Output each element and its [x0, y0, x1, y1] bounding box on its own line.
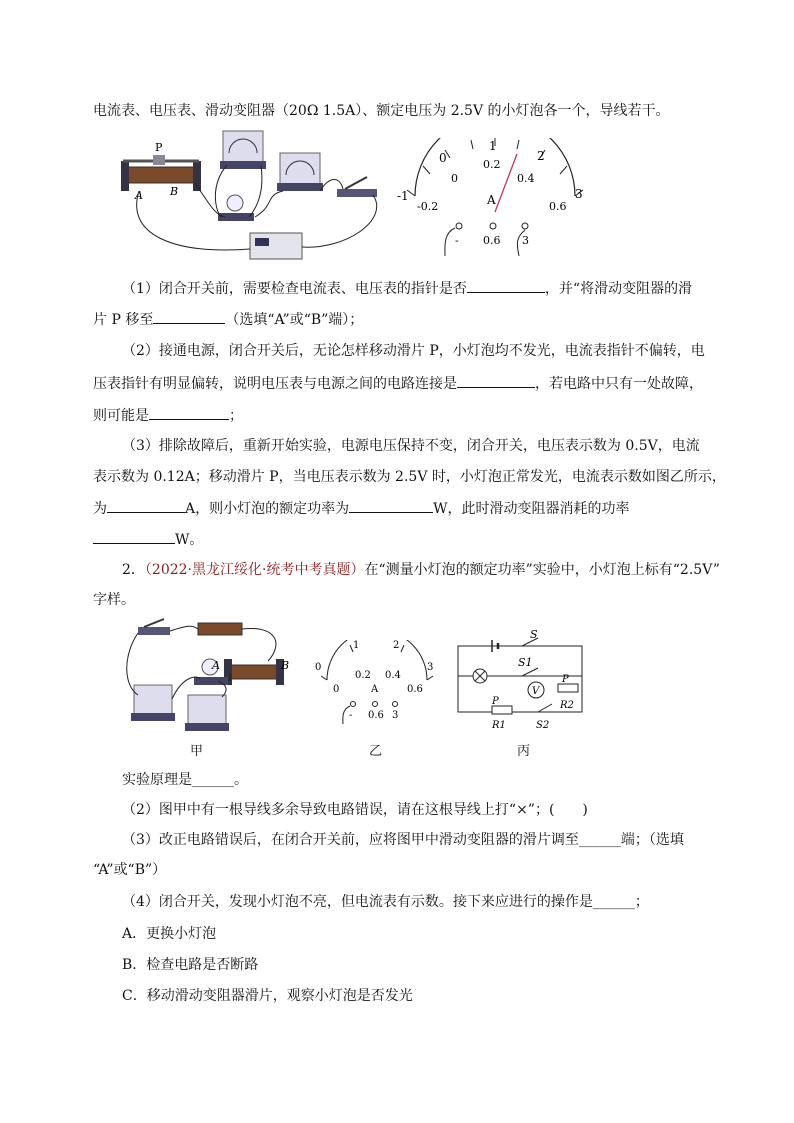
bing-label-r2: R2: [560, 700, 574, 711]
bing-label-v: V: [532, 686, 540, 697]
yi-term-minus: -: [349, 710, 353, 721]
dial-top-1: 1: [489, 139, 497, 153]
yi-term-3: 3: [392, 710, 399, 721]
q2-fig-yi: [313, 640, 438, 725]
yi-top-0: 0: [315, 662, 322, 673]
q2-item-3-cont: “A”或“B”）: [93, 862, 167, 878]
jia-label-a: A: [212, 659, 220, 672]
q1-p3-line2: 表示数为 0.12A；移动滑片 P，当电压表示数为 2.5V 时，小灯泡正常发光，电流表示数如图乙所示，: [93, 469, 726, 485]
dial-minus-one: -1: [397, 189, 409, 203]
bing-label-p1: P: [492, 696, 499, 707]
q2-fig-bing: [452, 628, 592, 736]
q1-circuit-figure: [115, 125, 385, 265]
q1-label-p: P: [155, 141, 163, 154]
yi-unit: A: [371, 684, 379, 695]
q2-stem-2: 字样。: [93, 592, 135, 608]
dial-bottom-0: 0: [451, 172, 458, 185]
q1-p2-line2: 压表指针有明显偏转，说明电压表与电源之间的电路连接是 ，若电路中只有一处故障，: [93, 373, 703, 394]
yi-term-06: 0.6: [368, 710, 384, 721]
q1-label-a: A: [135, 189, 143, 202]
yi-bot-04: 0.4: [385, 670, 401, 681]
q1-p1-line1: （1）闭合开关前，需要检查电流表、电压表的指针是否 ，并“将滑动变阻器的滑: [122, 278, 692, 299]
q2-fig-jia: [118, 615, 293, 733]
q1-p3-line1: （3）排除故障后，重新开始实验，电源电压保持不变，闭合开关，电压表示数为 0.5V，电流: [122, 438, 700, 454]
q2-item-4: （4）闭合开关，发现小灯泡不亮，但电流表有示数。接下来应进行的操作是______；: [122, 894, 649, 910]
q1-p2-line3: 则可能是 ；: [93, 405, 243, 426]
dial-bottom-04: 0.4: [517, 172, 535, 185]
dial-bottom-neg02: -0.2: [417, 200, 439, 213]
yi-top-2: 2: [393, 640, 400, 651]
answer-blank[interactable]: [93, 529, 175, 544]
yi-top-1: 1: [353, 640, 360, 651]
q1-intro: 电流表、电压表、滑动变阻器（20Ω 1.5A）、额定电压为 2.5V 的小灯泡各一个，导线若干。: [93, 103, 670, 119]
q2-item-principle: 实验原理是______。: [122, 772, 248, 788]
q1-p3-line3: 为 A，则小灯泡的额定功率为 W，此时滑动变阻器消耗的功率: [93, 498, 630, 519]
bing-label-s1: S1: [518, 656, 533, 669]
q2-source: （2022·黑龙江绥化·统考中考真题）: [144, 562, 365, 578]
q2-option-a[interactable]: A．更换小灯泡: [122, 926, 217, 942]
dial-unit: A: [487, 193, 496, 207]
q1-label-b: B: [170, 185, 179, 198]
answer-blank[interactable]: [107, 498, 185, 513]
dial-top-3: 3: [575, 187, 583, 201]
yi-bot-02: 0.2: [355, 670, 371, 681]
q2-stem: 2．（2022·黑龙江绥化·统考中考真题）在“测量小灯泡的额定功率”实验中，小灯泡上标有“2.5V”: [122, 562, 720, 578]
caption-jia: 甲: [190, 744, 204, 759]
q1-p3-line4: W。: [93, 529, 203, 550]
answer-blank[interactable]: [153, 309, 225, 324]
q2-option-c[interactable]: C．移动滑动变阻器滑片，观察小灯泡是否发光: [122, 988, 413, 1004]
q1-p2-line1: （2）接通电源，闭合开关后，无论怎样移动滑片 P，小灯泡均不发光，电流表指针不偏转，电: [122, 343, 705, 359]
dial-bottom-02: 0.2: [483, 158, 501, 171]
bing-label-r1: R1: [492, 720, 506, 731]
yi-top-3: 3: [427, 662, 434, 673]
answer-blank[interactable]: [457, 373, 535, 388]
q1-p1-line2: 片 P 移至 （选填“A”或“B”端）；: [93, 309, 363, 330]
bing-label-s: S: [530, 628, 538, 641]
dial-top-2: 2: [537, 149, 545, 163]
q1-ammeter-dial: [395, 138, 595, 256]
yi-bot-0: 0: [333, 684, 340, 695]
dial-bottom-06: 0.6: [549, 200, 567, 213]
yi-bot-06: 0.6: [407, 684, 423, 695]
bing-label-p2: P: [562, 674, 569, 685]
caption-bing: 丙: [517, 744, 531, 759]
caption-yi: 乙: [369, 744, 383, 759]
answer-blank[interactable]: [467, 278, 545, 293]
dial-term-06: 0.6: [483, 234, 501, 247]
dial-term-minus: -: [455, 234, 459, 247]
jia-label-b: B: [281, 659, 290, 672]
q2-item-2: （2）图甲中有一根导线多余导致电路错误，请在这根导线上打“×”；( ): [122, 802, 588, 818]
dial-term-3: 3: [522, 234, 529, 247]
q2-item-3: （3）改正电路错误后，在闭合开关前，应将图甲中滑动变阻器的滑片调至______端；（选填: [122, 832, 684, 848]
q2-option-b[interactable]: B．检查电路是否断路: [122, 957, 259, 973]
answer-blank[interactable]: [349, 498, 433, 513]
answer-blank[interactable]: [149, 405, 229, 420]
dial-top-0: 0: [439, 151, 447, 165]
bing-label-s2: S2: [536, 720, 550, 731]
